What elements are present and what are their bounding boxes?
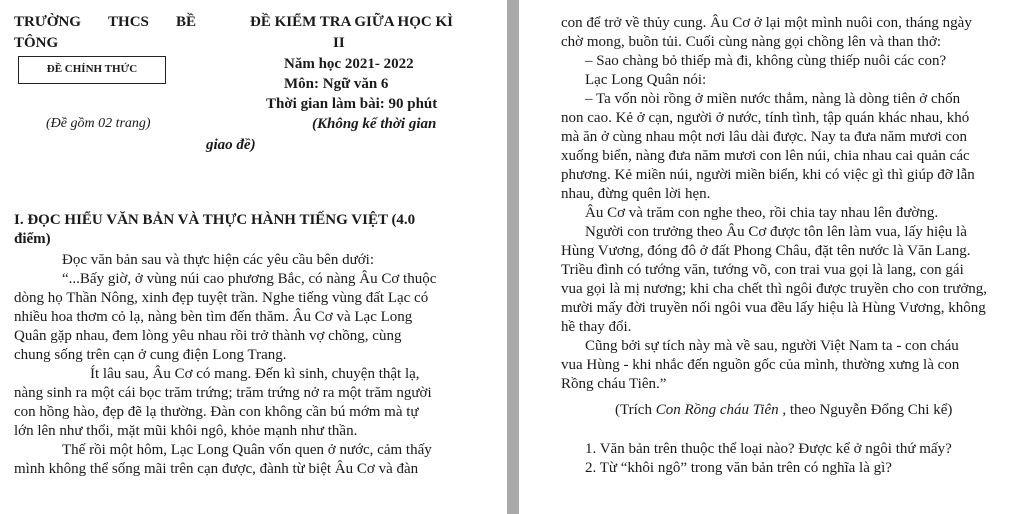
paragraph-line: xuống biển, nàng đưa năm mươi con lên núi, chia nhau cai quản các (561, 148, 970, 164)
paragraph-line: nhau, đừng quên lời hẹn. (561, 186, 711, 202)
official-exam-stamp: ĐỀ CHÍNH THỨC (18, 56, 166, 84)
exam-page-left (0, 0, 507, 514)
duration-note: (Không kể thời gian (312, 116, 437, 132)
duration-note-cont: giao đề) (206, 137, 256, 153)
paragraph-line: Đọc văn bản sau và thực hiện các yêu cầu bên dưới: (62, 252, 374, 268)
paragraph-line: vua gọi là mị nương; khi cha chết thì ngôi được truyền cho con trưởng, (561, 281, 988, 297)
school-name-line1: TRƯỜNG THCS BỀ (14, 14, 196, 30)
paragraph-line: Triều đình có tướng văn, tướng võ, con trai vua gọi là lang, con gái (561, 262, 964, 278)
paragraph-line: non cao. Kẻ ở cạn, người ở nước, tính tình, tập quán khác nhau, khó (561, 110, 970, 126)
subject: Môn: Ngữ văn 6 (284, 76, 389, 92)
paragraph-line: con để trở về thủy cung. Âu Cơ ở lại một mình nuôi con, tháng ngày (561, 15, 972, 31)
school-year: Năm học 2021- 2022 (284, 56, 414, 72)
paragraph-line: nàng sinh ra một cái bọc trăm trứng; trăm trứng nở ra một trăm người (14, 385, 432, 401)
school-name-line2: TÔNG (14, 35, 59, 51)
section-title-cont: điểm) (14, 231, 51, 247)
paragraph-line: mà ăn ở cùng nhau một nơi lâu dài được. Nay ta đưa năm mươi con (561, 129, 968, 145)
paragraph-line: Ít lâu sau, Âu Cơ có mang. Đến kì sinh, chuyện thật lạ, (90, 366, 420, 382)
paragraph-line: phương. Kẻ miền núi, người miền biển, khi có việc gì thì giúp đỡ lẫn (561, 167, 975, 183)
paragraph-line: – Sao chàng bỏ thiếp mà đi, không cùng thiếp nuôi các con? (585, 53, 947, 69)
paragraph-line: Người con trưởng theo Âu Cơ được tôn lên làm vua, lấy hiệu là (585, 224, 967, 240)
paragraph-line: Rồng cháu Tiên.” (561, 376, 667, 392)
paragraph-line: chung sống trên cạn ở cung điện Long Trang. (14, 347, 287, 363)
pages-note: (Đề gồm 02 trang) (46, 116, 151, 131)
paragraph-line: Cũng bởi sự tích này mà về sau, người Việt Nam ta - con cháu (585, 338, 959, 354)
paragraph-line: hề thay đổi. (561, 319, 632, 335)
exam-title-line2: II (333, 35, 345, 51)
paragraph-line: Thế rồi một hôm, Lạc Long Quân vốn quen ở nước, cảm thấy (62, 442, 432, 458)
paragraph-line: con hồng hào, đẹp đẽ lạ thường. Đàn con không cần bú mớm mà tự (14, 404, 419, 420)
paragraph-line: vua Hùng - khi nhắc đến nguồn gốc của mình, thường xưng là con (561, 357, 960, 373)
section-title: I. ĐỌC HIỂU VĂN BẢN VÀ THỰC HÀNH TIẾNG VIỆT (4.0 (14, 212, 416, 228)
paragraph-line: “...Bấy giờ, ở vùng núi cao phương Bắc, có nàng Âu Cơ thuộc (62, 271, 437, 287)
question-2: 2. Từ “khôi ngô” trong văn bản trên có nghĩa là gì? (585, 460, 892, 476)
paragraph-line: nhiều hoa thơm cỏ lạ, nàng bèn tìm đến thăm. Âu Cơ và Lạc Long (14, 309, 413, 325)
paragraph-line: Lạc Long Quân nói: (585, 72, 707, 88)
paragraph-line: mười mấy đời truyền nối ngôi vua đều lấy hiệu là Hùng Vương, không (561, 300, 986, 316)
paragraph-line: – Ta vốn nòi rồng ở miền nước thẳm, nàng là dòng tiên ở chốn (585, 91, 961, 107)
paragraph-line: mình không thể sống mãi trên cạn được, đành từ biệt Âu Cơ và đàn (14, 461, 419, 477)
paragraph-line: chờ mong, buồn tủi. Cuối cùng nàng gọi chồng lên và than thở: (561, 34, 941, 50)
exam-page-right (519, 0, 1024, 514)
paragraph-line: dòng họ Thần Nông, xinh đẹp tuyệt trần. Nghe tiếng vùng đất Lạc có (14, 290, 429, 306)
question-1: 1. Văn bản trên thuộc thể loại nào? Được kể ở ngôi thứ mấy? (585, 441, 952, 457)
paragraph-line: lớn lên như thổi, mặt mũi khôi ngô, khỏe mạnh như thần. (14, 423, 358, 439)
paragraph-line: Hùng Vương, đóng đô ở đất Phong Châu, đặt tên nước là Văn Lang. (561, 243, 971, 259)
exam-duration: Thời gian làm bài: 90 phút (266, 96, 438, 112)
source-citation: (Trích Con Rồng cháu Tiên , theo Nguyễn Đổng Chi kể) (615, 402, 953, 418)
paragraph-line: Quân gặp nhau, đem lòng yêu nhau rồi trở thành vợ chồng, cùng (14, 328, 402, 344)
paragraph-line: Âu Cơ và trăm con nghe theo, rồi chia tay nhau lên đường. (585, 205, 939, 221)
exam-title: ĐỀ KIỂM TRA GIỮA HỌC KÌ (250, 14, 453, 30)
